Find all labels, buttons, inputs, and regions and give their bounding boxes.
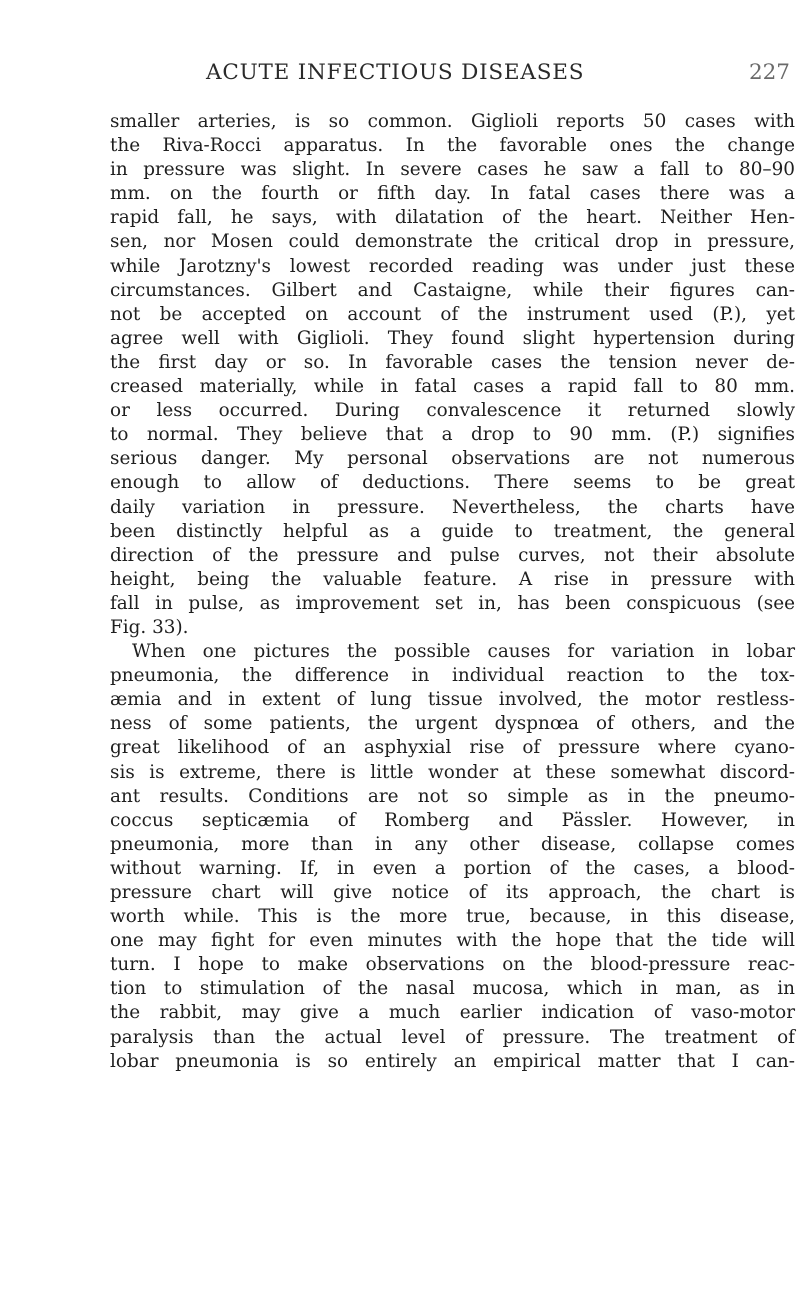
text-line: rapid fall, he says, with dilatation of the heart. Neither Hen- xyxy=(110,207,795,229)
text-line: in pressure was slight. In severe cases he saw a fall to 80–90 xyxy=(110,159,795,181)
paragraph xyxy=(110,640,795,1074)
text-line: paralysis than the actual level of pressure. The treatment of xyxy=(110,1026,795,1048)
text-line: pneumonia, more than in any other disease, collapse comes xyxy=(110,833,795,855)
text-line: not be accepted on account of the instrument used (P.), yet xyxy=(110,303,795,325)
text-line: pneumonia, the difference in individual reaction to the tox- xyxy=(110,665,795,687)
text-line: serious danger. My personal observations are not numerous xyxy=(110,448,795,470)
running-head xyxy=(110,60,790,90)
text-line: ness of some patients, the urgent dyspnœa of others, and the xyxy=(110,713,795,735)
text-line: lobar pneumonia is so entirely an empirical matter that I can- xyxy=(110,1050,795,1072)
text-line: without warning. If, in even a portion of the cases, a blood- xyxy=(110,857,795,879)
text-line: or less occurred. During convalescence it returned slowly xyxy=(110,400,795,422)
text-line: direction of the pressure and pulse curves, not their absolute xyxy=(110,544,795,566)
chapter-title: ACUTE INFECTIOUS DISEASES xyxy=(206,60,585,85)
text-line: one may fight for even minutes with the hope that the tide will xyxy=(110,930,795,952)
text-line: great likelihood of an asphyxial rise of pressure where cyano- xyxy=(110,737,795,759)
page-number: 227 xyxy=(748,60,790,85)
text-line: coccus septicæmia of Romberg and Pässler. However, in xyxy=(110,809,795,831)
text-line: while Jarotzny's lowest recorded reading was under just these xyxy=(110,255,795,277)
text-line: smaller arteries, is so common. Giglioli reports 50 cases with xyxy=(110,111,795,132)
text-line: Fig. 33). xyxy=(110,616,189,638)
text-line: enough to allow of deductions. There seems to be great xyxy=(110,472,795,494)
text-line: tion to stimulation of the nasal mucosa, which in man, as in xyxy=(110,978,795,1000)
text-line: the rabbit, may give a much earlier indication of vaso-motor xyxy=(110,1002,795,1024)
text-line: creased materially, while in fatal cases a rapid fall to 80 mm. xyxy=(110,376,795,398)
text-line: sen, nor Mosen could demonstrate the critical drop in pressure, xyxy=(110,231,795,253)
text-line: When one pictures the possible causes for variation in lobar xyxy=(132,641,795,663)
text-line: worth while. This is the more true, because, in this disease, xyxy=(110,906,795,928)
text-line: height, being the valuable feature. A rise in pressure with xyxy=(110,568,795,590)
body-text xyxy=(110,110,795,1074)
paragraph xyxy=(110,110,795,640)
text-line: circumstances. Gilbert and Castaigne, while their figures can- xyxy=(110,279,795,301)
text-line: æmia and in extent of lung tissue involved, the motor restless- xyxy=(110,689,795,711)
text-line: to normal. They believe that a drop to 90 mm. (P.) signifies xyxy=(110,424,795,446)
text-line: mm. on the fourth or fifth day. In fatal cases there was a xyxy=(110,183,795,205)
text-line: sis is extreme, there is little wonder at these somewhat discord- xyxy=(110,761,795,783)
text-line: daily variation in pressure. Nevertheless, the charts have xyxy=(110,496,795,518)
text-line: the first day or so. In favorable cases the tension never de- xyxy=(110,351,795,373)
text-line: the Riva-Rocci apparatus. In the favorable ones the change xyxy=(110,135,795,157)
text-line: pressure chart will give notice of its approach, the chart is xyxy=(110,882,795,903)
text-line: ant results. Conditions are not so simple as in the pneumo- xyxy=(110,785,795,807)
text-line: agree well with Giglioli. They found slight hypertension during xyxy=(110,327,795,349)
text-line: been distinctly helpful as a guide to treatment, the general xyxy=(110,520,795,542)
text-line: turn. I hope to make observations on the blood-pressure reac- xyxy=(110,954,795,976)
text-line: fall in pulse, as improvement set in, has been conspicuous (see xyxy=(110,592,795,614)
